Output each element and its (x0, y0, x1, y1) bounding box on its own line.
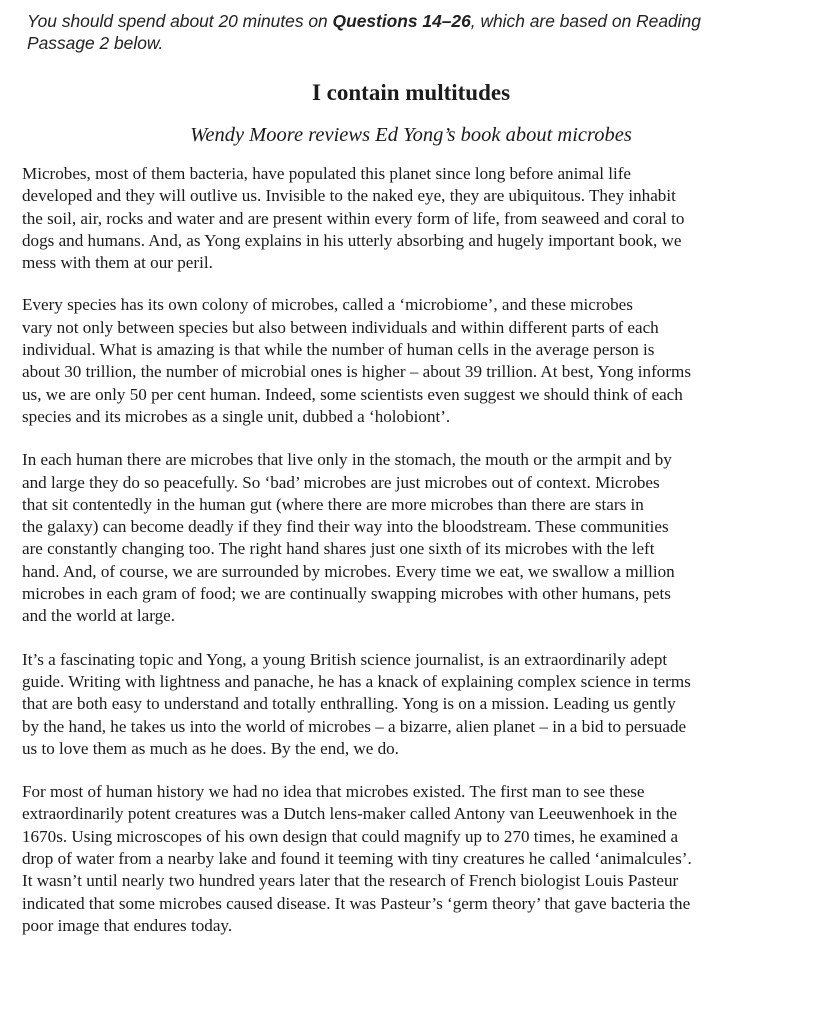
paragraph-line: are constantly changing too. The right hand shares just one sixth of its microbes with the left (22, 539, 655, 559)
instruction-text-line2: Passage 2 below. (27, 33, 164, 53)
paragraph-line: developed and they will outlive us. Invisible to the naked eye, they are ubiquitous. They inhabit (22, 186, 676, 206)
paragraph-line: the soil, air, rocks and water and are present within every form of life, from seaweed and coral to (22, 208, 685, 228)
paragraph-line: extraordinarily potent creatures was a Dutch lens-maker called Antony van Leeuwenhoek in the (22, 804, 678, 824)
paragraph-line: by the hand, he takes us into the world of microbes – a bizarre, alien planet – in a bid to persuade (22, 716, 687, 736)
paragraph-line: and the world at large. (22, 606, 176, 626)
paragraph-4 (22, 649, 800, 760)
paragraph-line: poor image that endures today. (22, 915, 233, 935)
paragraph-line: and large they do so peacefully. So ‘bad’ microbes are just microbes out of context. Microbes (22, 472, 660, 492)
paragraph-line: vary not only between species but also between individuals and within different parts of each (22, 317, 659, 337)
paragraph-line: hand. And, of course, we are surrounded by microbes. Every time we eat, we swallow a million (22, 561, 675, 581)
paragraph-line: species and its microbes as a single unit, dubbed a ‘holobiont’. (22, 406, 451, 426)
paragraph-line: Microbes, most of them bacteria, have populated this planet since long before animal life (22, 164, 632, 183)
paragraph-line: individual. What is amazing is that while the number of human cells in the average person is (22, 340, 655, 360)
paragraph-line: us, we are only 50 per cent human. Indeed, some scientists even suggest we should think of each (22, 384, 683, 404)
instruction-questions-range: Questions 14–26 (332, 11, 471, 31)
paragraph-line: about 30 trillion, the number of microbial ones is higher – about 39 trillion. At best, Yong informs (22, 362, 691, 382)
paragraph-line: It’s a fascinating topic and Yong, a young British science journalist, is an extraordinarily adept (22, 649, 668, 669)
paragraph-line: the galaxy) can become deadly if they find their way into the bloodstream. These communities (22, 517, 669, 537)
paragraph-line: In each human there are microbes that live only in the stomach, the mouth or the armpit and by (22, 450, 672, 470)
paragraph-line: Every species has its own colony of microbes, called a ‘microbiome’, and these microbes (22, 295, 633, 315)
paragraph-line: mess with them at our peril. (22, 253, 213, 273)
paragraph-line: drop of water from a nearby lake and found it teeming with tiny creatures he called ‘animalcules’. (22, 849, 692, 869)
paragraph-1 (22, 163, 800, 274)
paragraph-line: guide. Writing with lightness and panache, he has a knack of explaining complex science in terms (22, 671, 691, 691)
passage-title: I contain multitudes (311, 80, 511, 105)
passage-subtitle: Wendy Moore reviews Ed Yong’s book about microbes (190, 124, 632, 146)
paragraph-line: indicated that some microbes caused disease. It was Pasteur’s ‘germ theory’ that gave bacteria the (22, 893, 691, 913)
paragraph-line: It wasn’t until nearly two hundred years later that the research of French biologist Louis Pasteur (22, 871, 679, 891)
instruction-text-start: You should spend about 20 minutes on (27, 11, 333, 31)
paragraph-3 (22, 449, 800, 627)
paragraph-line: 1670s. Using microscopes of his own design that could magnify up to 270 times, he examined a (22, 826, 679, 846)
paragraph-line: that sit contentedly in the human gut (where there are more microbes than there are stars in (22, 494, 644, 514)
task-instruction (27, 10, 800, 54)
paragraph-5 (22, 781, 800, 937)
paragraph-line: us to love them as much as he does. By the end, we do. (22, 738, 399, 758)
paragraph-line: that are both easy to understand and totally enthralling. Yong is on a mission. Leading us gently (22, 694, 676, 714)
paragraph-line: microbes in each gram of food; we are continually swapping microbes with other humans, pets (22, 584, 671, 604)
instruction-text-end: , which are based on Reading (470, 11, 701, 31)
paragraph-line: dogs and humans. And, as Yong explains in his utterly absorbing and hugely important book, we (22, 230, 682, 250)
paragraph-2 (22, 294, 800, 428)
paragraph-line: For most of human history we had no idea that microbes existed. The first man to see these (22, 782, 645, 802)
